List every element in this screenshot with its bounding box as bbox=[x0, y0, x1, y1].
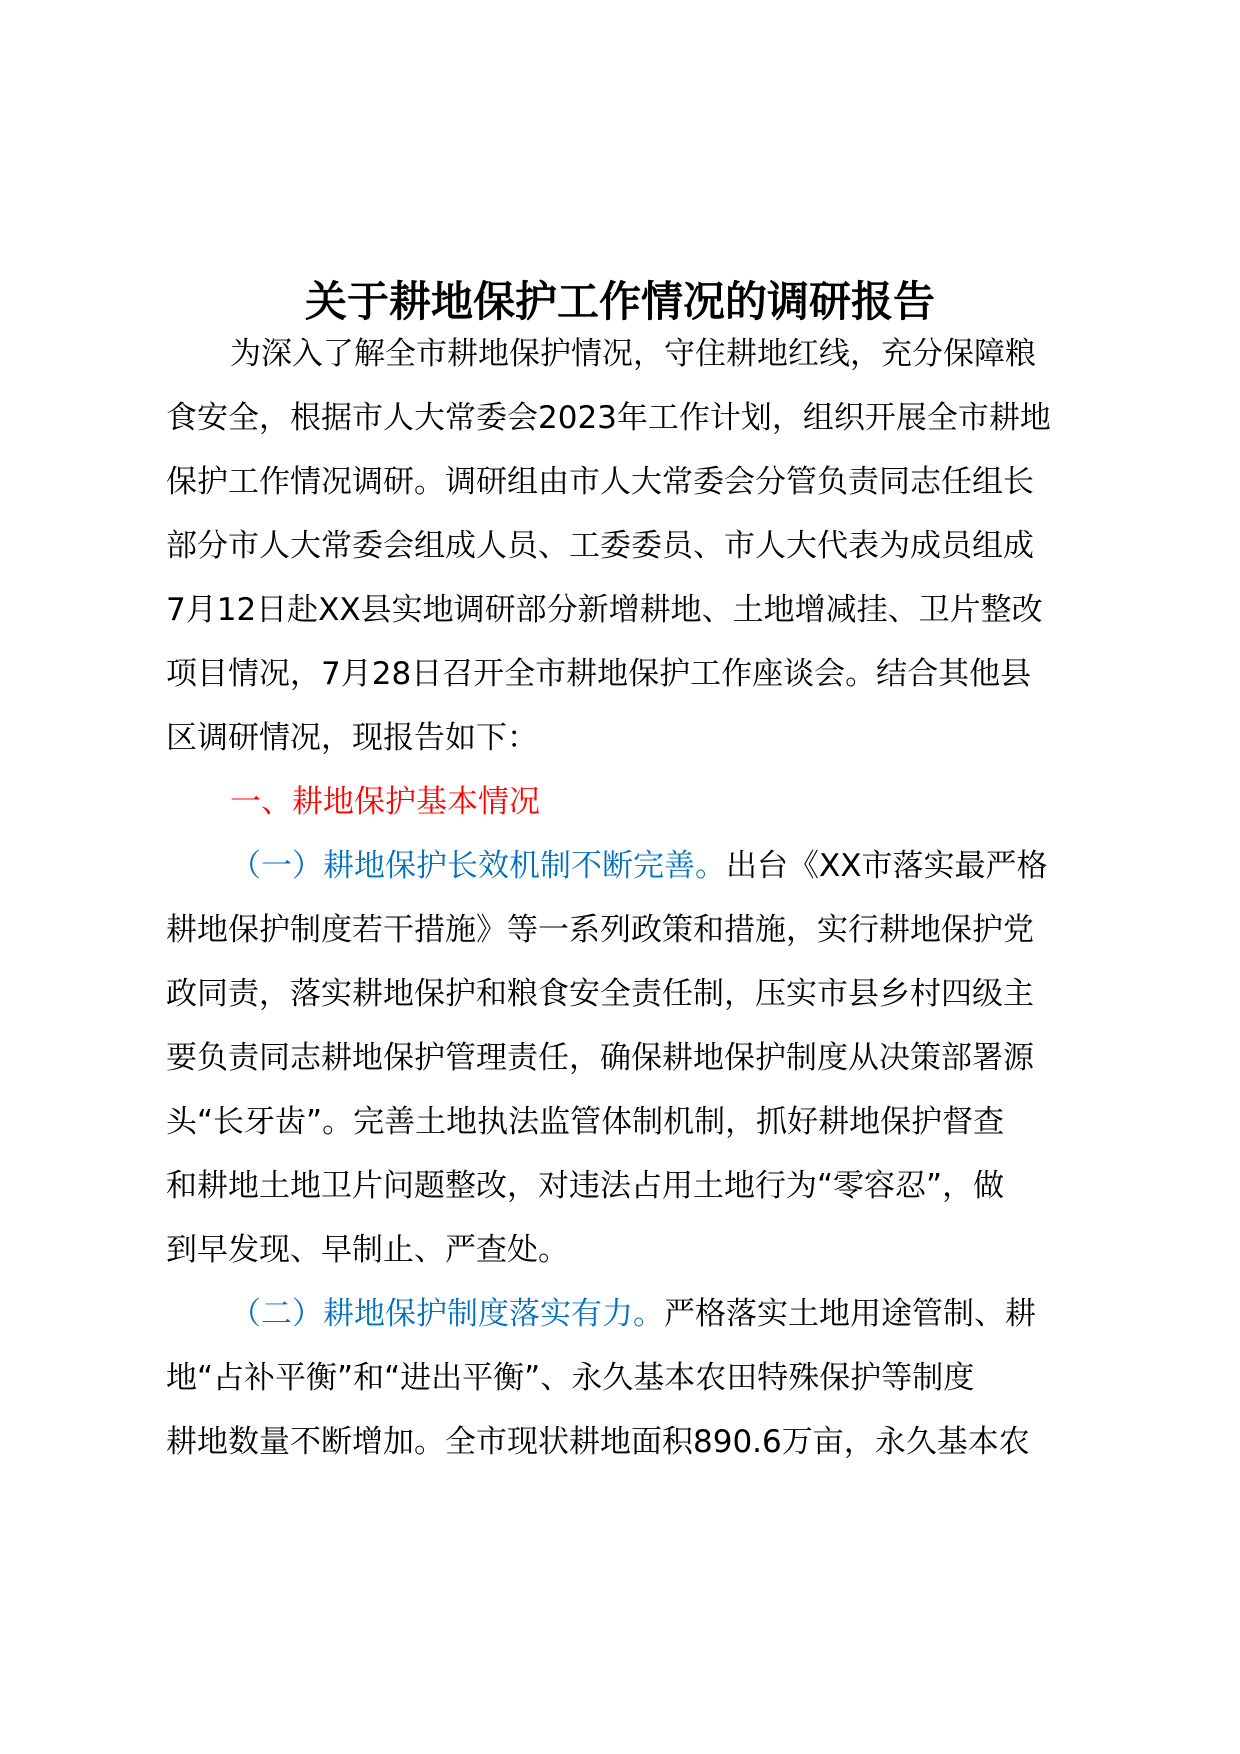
paragraph-line: 耕地保护制度若干措施》等一系列政策和措施，实行耕地保护党 bbox=[166, 912, 1034, 948]
paragraph-line: 头“长牙齿”。完善土地执法监管体制机制，抓好耕地保护督查 bbox=[166, 1104, 1005, 1140]
intro-paragraph bbox=[166, 322, 1126, 770]
paragraph-line: 项目情况，7月28日召开全市耕地保护工作座谈会。结合其他县 bbox=[166, 656, 1032, 692]
paragraph-text: 严格落实土地用途管制、耕 bbox=[664, 1296, 1036, 1332]
paragraph-line: 和耕地土地卫片问题整改，对违法占用土地行为“零容忍”，做 bbox=[166, 1168, 1005, 1204]
paragraph-line: 部分市人大常委会组成人员、工委委员、市人大代表为成员组成 bbox=[166, 528, 1034, 564]
paragraph-line: 食安全，根据市人大常委会2023年工作计划，组织开展全市耕地 bbox=[166, 400, 1051, 436]
paragraph-line bbox=[166, 1282, 1126, 1346]
paragraph-line bbox=[166, 834, 1126, 898]
paragraph-line: 7月12日赴XX县实地调研部分新增耕地、土地增减挂、卫片整改 bbox=[166, 592, 1043, 628]
paragraph-line: 要负责同志耕地保护管理责任，确保耕地保护制度从决策部署源 bbox=[166, 1040, 1034, 1076]
paragraph-line: 为深入了解全市耕地保护情况，守住耕地红线，充分保障粮 bbox=[230, 336, 1036, 372]
paragraph-text: 出台《XX市落实最严格 bbox=[726, 848, 1048, 884]
paragraph-line: 地“占补平衡”和“进出平衡”、永久基本农田特殊保护等制度 bbox=[166, 1360, 975, 1396]
document-body bbox=[166, 322, 1126, 1474]
section-heading: 一、耕地保护基本情况 bbox=[230, 784, 540, 820]
subsection-1-paragraph bbox=[166, 834, 1126, 1282]
paragraph-line: 到早发现、早制止、严查处。 bbox=[166, 1232, 569, 1268]
paragraph-line: 保护工作情况调研。调研组由市人大常委会分管负责同志任组长 bbox=[166, 464, 1034, 500]
page-title: 关于耕地保护工作情况的调研报告 bbox=[304, 277, 935, 326]
paragraph-line: 区调研情况，现报告如下： bbox=[166, 720, 538, 756]
subsection-heading: （一）耕地保护长效机制不断完善。 bbox=[230, 848, 726, 884]
subsection-2-paragraph bbox=[166, 1282, 1126, 1474]
paragraph-line: 政同责，落实耕地保护和粮食安全责任制，压实市县乡村四级主 bbox=[166, 976, 1034, 1012]
paragraph-line: 耕地数量不断增加。全市现状耕地面积890.6万亩，永久基本农 bbox=[166, 1424, 1030, 1460]
subsection-heading: （二）耕地保护制度落实有力。 bbox=[230, 1296, 664, 1332]
